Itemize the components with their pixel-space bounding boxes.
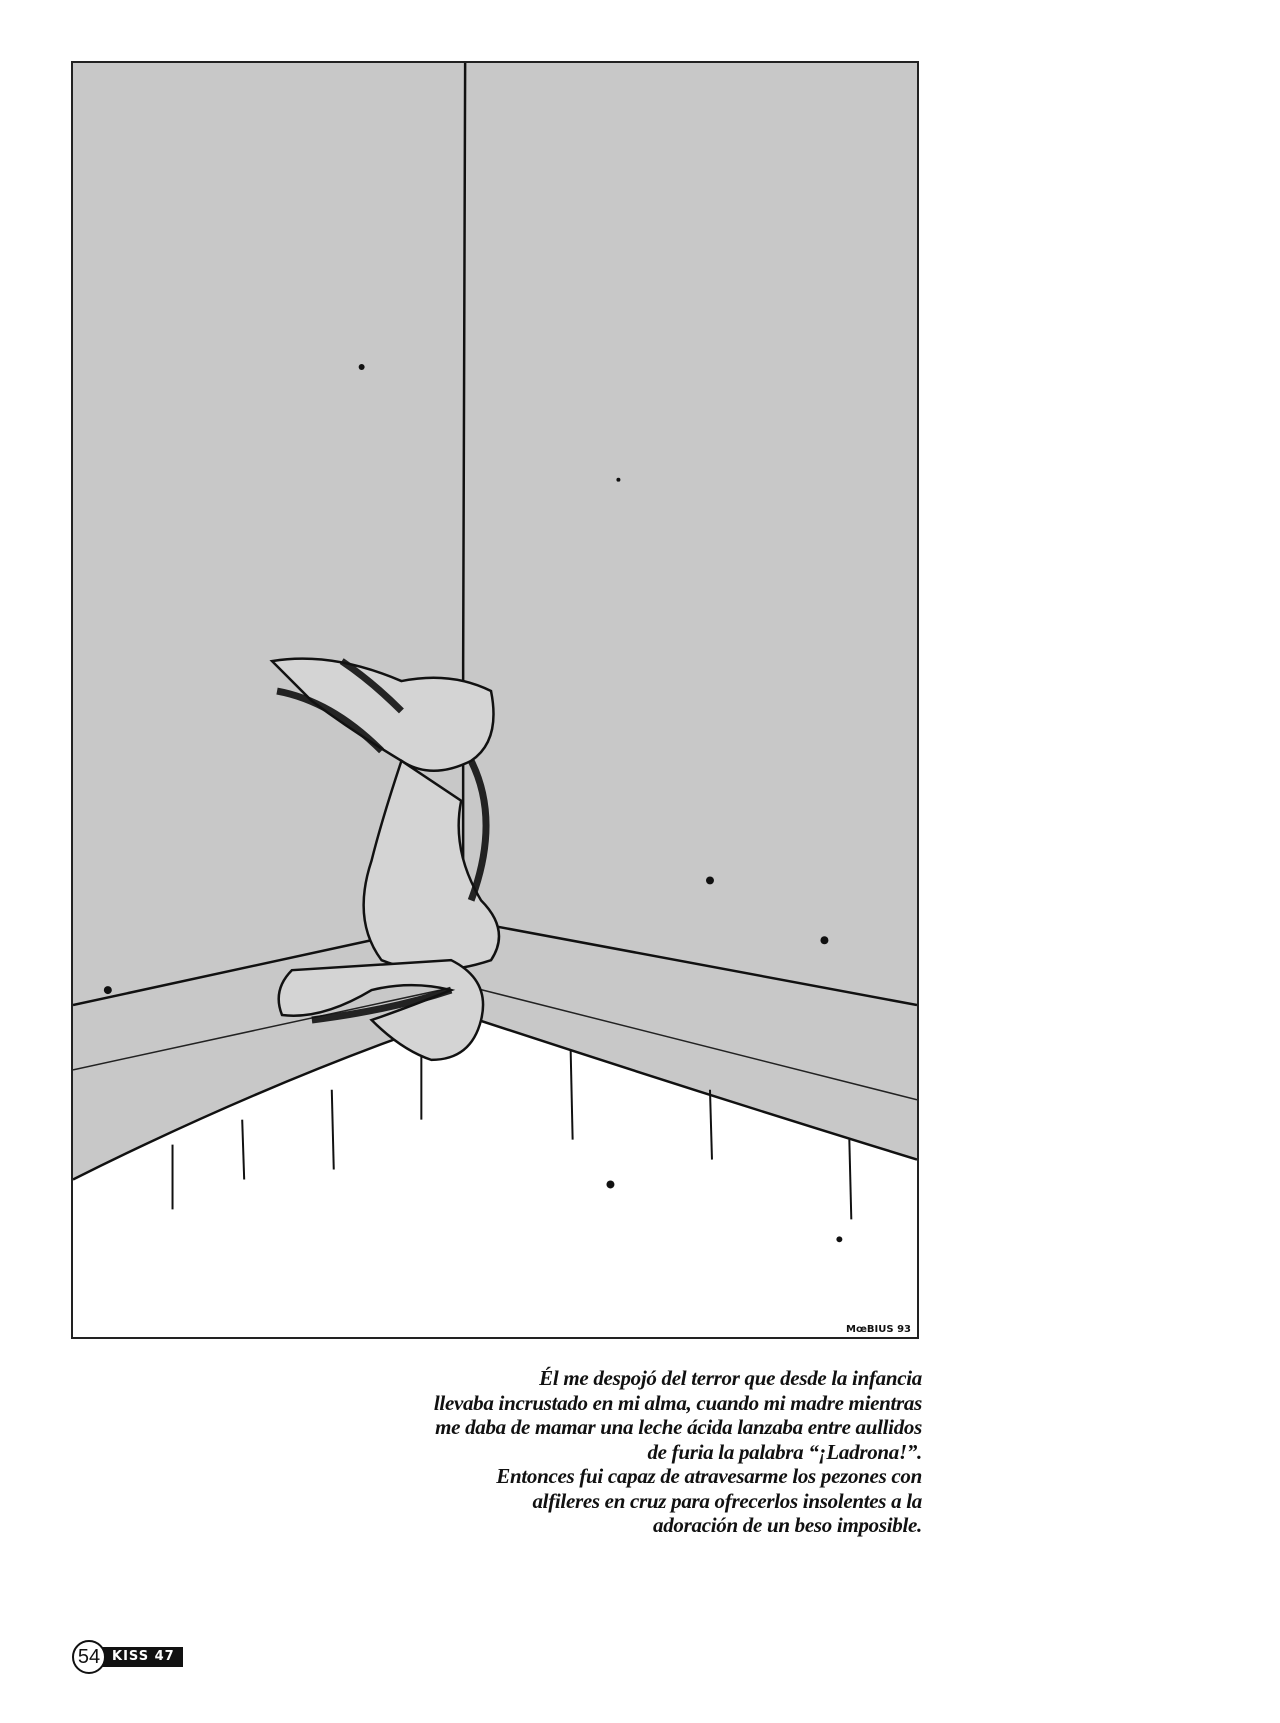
page-folio <box>72 1640 183 1674</box>
caption-text <box>290 1366 922 1538</box>
caption-line: Entonces fui capaz de atravesarme los pezones con <box>496 1464 922 1488</box>
caption-line: me daba de mamar una leche ácida lanzaba entre aullidos <box>435 1415 922 1439</box>
caption-line: alfileres en cruz para ofrecerlos insolentes a la <box>532 1488 922 1513</box>
illustration-frame <box>71 61 919 1339</box>
caption-line: llevaba incrustado en mi alma, cuando mi madre mientras <box>433 1390 922 1415</box>
caption-line: Él me despojó del terror que desde la infancia <box>539 1366 922 1390</box>
caption-line: de furia la palabra “¡Ladrona!”. <box>647 1439 922 1464</box>
magazine-issue-label: KISS 47 <box>102 1647 183 1667</box>
page-number: 54 <box>72 1640 106 1674</box>
artist-signature: MœBIUS 93 <box>846 1324 911 1335</box>
corner-figure-illustration <box>73 63 917 1337</box>
caption-line: adoración de un beso imposible. <box>653 1513 922 1537</box>
